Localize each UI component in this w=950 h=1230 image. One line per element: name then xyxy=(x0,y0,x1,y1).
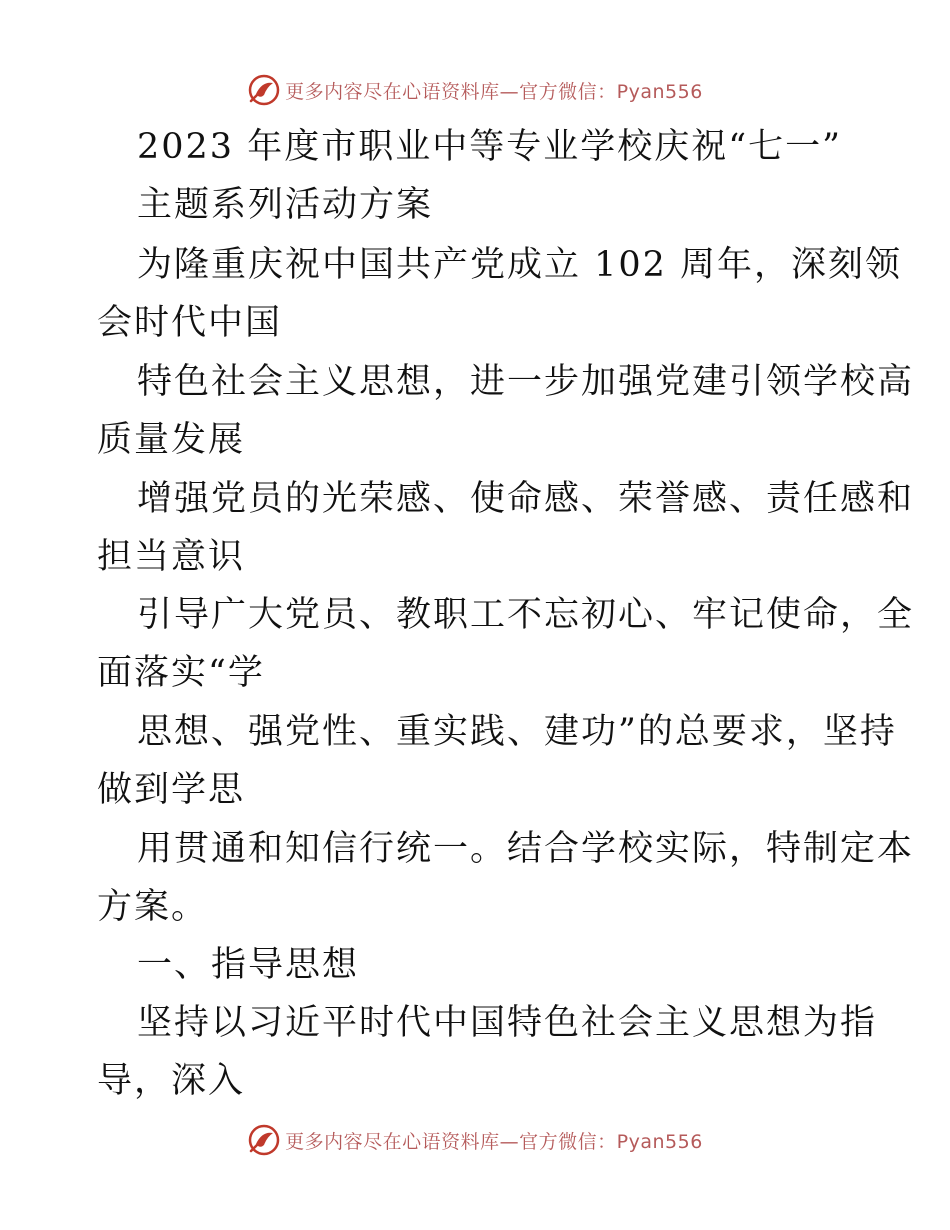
paragraph-line: 引导广大党员、教职工不忘初心、牢记使命，全 xyxy=(137,595,915,635)
watermark-text: 更多内容尽在心语资料库—官方微信：Pyan556 xyxy=(285,1130,703,1153)
watermark-banner-bottom xyxy=(0,1120,950,1160)
paragraph-line: 增强党员的光荣感、使命感、荣誉感、责任感和 xyxy=(137,479,915,519)
paragraph-line: 坚持以习近平时代中国特色社会主义思想为指 xyxy=(137,1003,878,1043)
paragraph-line: 思想、强党性、重实践、建功”的总要求，坚持 xyxy=(137,712,897,752)
paragraph-line: 导，深入 xyxy=(97,1061,246,1101)
paragraph-line: 质量发展 xyxy=(97,420,246,460)
doc-title-line-1: 2023 年度市职业中等专业学校庆祝“七一” xyxy=(137,127,842,167)
paragraph-line: 用贯通和知信行统一。结合学校实际，特制定本 xyxy=(137,829,915,869)
section-heading: 一、指导思想 xyxy=(137,945,360,985)
paragraph-line: 面落实“学 xyxy=(97,653,265,693)
watermark-text: 更多内容尽在心语资料库—官方微信：Pyan556 xyxy=(285,80,703,103)
watermark-banner-top xyxy=(0,70,950,110)
paragraph-line: 特色社会主义思想，进一步加强党建引领学校高 xyxy=(137,362,915,402)
doc-title-line-2: 主题系列活动方案 xyxy=(137,185,434,225)
paragraph-line: 为隆重庆祝中国共产党成立 102 周年，深刻领 xyxy=(137,245,903,285)
paragraph-line: 会时代中国 xyxy=(97,303,283,343)
paragraph-line: 做到学思 xyxy=(97,770,246,810)
brand-logo-icon xyxy=(247,73,281,107)
brand-logo-icon xyxy=(247,1123,281,1157)
paragraph-line: 担当意识 xyxy=(97,537,246,577)
paragraph-line: 方案。 xyxy=(97,887,209,927)
